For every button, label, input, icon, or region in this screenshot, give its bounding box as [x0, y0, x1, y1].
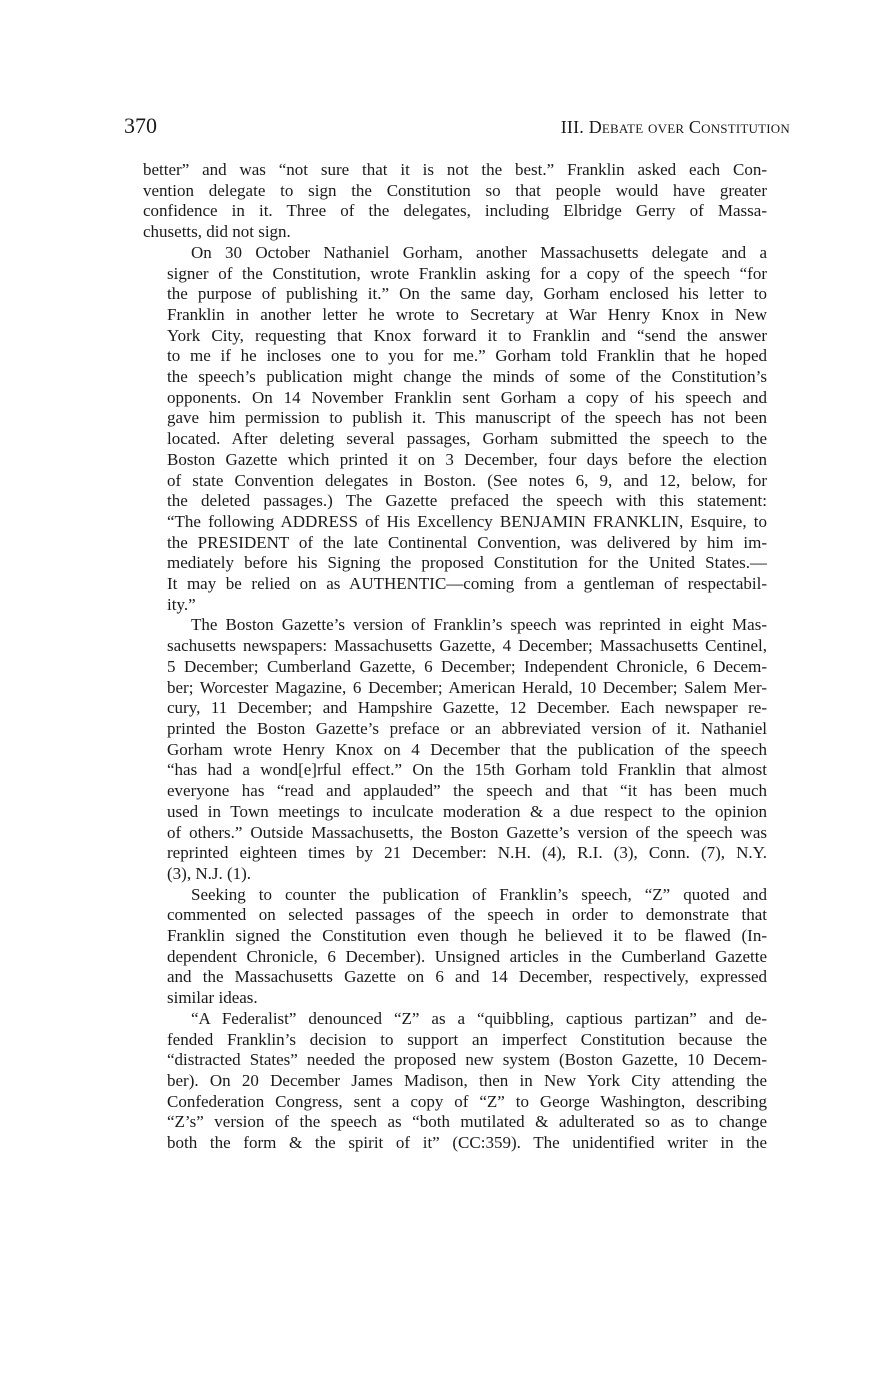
page-number: 370: [124, 113, 157, 138]
text-line: “A Federalist” denounced “Z” as a “quibbling, captious partizan” and de-: [191, 1008, 767, 1028]
text-line: ber). On 20 December James Madison, then in New York City attending the: [167, 1070, 767, 1090]
text-line: to me if he incloses one to you for me.” Gorham told Franklin that he hoped: [167, 346, 767, 366]
text-line: printed the Boston Gazette’s preface or an abbreviated version of it. Nathaniel: [167, 718, 767, 738]
text-line: Seeking to counter the publication of Franklin’s speech, “Z” quoted and: [191, 884, 767, 904]
text-line: The Boston Gazette’s version of Franklin’s speech was reprinted in eight Mas-: [191, 615, 767, 635]
paragraph-3: [143, 615, 767, 884]
text-line: Boston Gazette which printed it on 3 December, four days before the election: [167, 449, 767, 469]
text-line: confidence in it. Three of the delegates, including Elbridge Gerry of Massa-: [143, 201, 767, 221]
text-line: It may be relied on as AUTHENTIC—coming from a gentleman of respectabil-: [167, 574, 767, 594]
text-line: the speech’s publication might change the minds of some of the Constitution’s: [167, 367, 767, 387]
paragraph-4: [143, 885, 767, 1009]
text-line: ity.”: [167, 594, 196, 614]
text-line: the PRESIDENT of the late Continental Convention, was delivered by him im-: [167, 532, 767, 552]
text-line: reprinted eighteen times by 21 December: N.H. (4), R.I. (3), Conn. (7), N.Y.: [167, 843, 767, 863]
text-line: mediately before his Signing the proposed Constitution for the United States.—: [167, 553, 767, 573]
text-line: of others.” Outside Massachusetts, the Boston Gazette’s version of the speech was: [167, 822, 767, 842]
text-line: chusetts, did not sign.: [143, 222, 291, 242]
text-line: Franklin in another letter he wrote to Secretary at War Henry Knox in New: [167, 304, 767, 324]
paragraph-5: [143, 1009, 767, 1154]
text-line: used in Town meetings to inculcate moderation & a due respect to the opinion: [167, 801, 767, 821]
text-line: better” and was “not sure that it is not the best.” Franklin asked each Con-: [143, 160, 767, 179]
text-line: and the Massachusetts Gazette on 6 and 14 December, respectively, expressed: [167, 967, 767, 987]
body-text: [143, 160, 767, 1154]
text-line: York City, requesting that Knox forward it to Franklin and “send the answer: [167, 325, 767, 345]
text-line: both the form & the spirit of it” (CC:359). The unidentified writer in the: [167, 1133, 767, 1153]
text-line: the purpose of publishing it.” On the same day, Gorham enclosed his letter to: [167, 284, 767, 304]
text-line: Gorham wrote Henry Knox on 4 December that the publication of the speech: [167, 739, 767, 759]
text-line: vention delegate to sign the Constitution so that people would have greater: [143, 180, 767, 200]
text-line: sachusetts newspapers: Massachusetts Gazette, 4 December; Massachusetts Centinel,: [167, 636, 767, 656]
text-line: “The following ADDRESS of His Excellency BENJAMIN FRANKLIN, Esquire, to: [167, 511, 767, 531]
text-line: everyone has “read and applauded” the speech and that “it has been much: [167, 781, 767, 801]
text-line: gave him permission to publish it. This manuscript of the speech has not been: [167, 408, 767, 428]
text-line: Confederation Congress, sent a copy of “Z” to George Washington, describing: [167, 1091, 767, 1111]
text-line: cury, 11 December; and Hampshire Gazette, 12 December. Each newspaper re-: [167, 698, 767, 718]
text-line: “distracted States” needed the proposed new system (Boston Gazette, 10 Decem-: [167, 1050, 767, 1070]
paragraph-1: [143, 160, 767, 243]
running-head: [124, 113, 790, 143]
text-line: fended Franklin’s decision to support an imperfect Constitution because the: [167, 1029, 767, 1049]
text-line: ber; Worcester Magazine, 6 December; American Herald, 10 December; Salem Mer-: [167, 677, 767, 697]
text-line: On 30 October Nathaniel Gorham, another Massachusetts delegate and a: [191, 242, 767, 262]
text-line: commented on selected passages of the speech in order to demonstrate that: [167, 905, 767, 925]
text-line: (3), N.J. (1).: [167, 863, 252, 883]
text-line: dependent Chronicle, 6 December). Unsigned articles in the Cumberland Gazette: [167, 946, 767, 966]
text-line: located. After deleting several passages, Gorham submitted the speech to the: [167, 429, 767, 449]
section-title: III. Debate over Constitution: [560, 117, 790, 137]
text-line: 5 December; Cumberland Gazette, 6 December; Independent Chronicle, 6 Decem-: [167, 656, 767, 676]
text-line: Franklin signed the Constitution even though he believed it to be flawed (In-: [167, 926, 767, 946]
text-line: the deleted passages.) The Gazette prefaced the speech with this statement:: [167, 491, 767, 511]
paragraph-2: [143, 243, 767, 616]
text-line: “Z’s” version of the speech as “both mutilated & adulterated so as to change: [167, 1112, 767, 1132]
text-line: signer of the Constitution, wrote Franklin asking for a copy of the speech “for: [167, 263, 767, 283]
text-line: opponents. On 14 November Franklin sent Gorham a copy of his speech and: [167, 387, 767, 407]
text-line: similar ideas.: [167, 988, 258, 1008]
text-line: of state Convention delegates in Boston. (See notes 6, 9, and 12, below, for: [167, 470, 767, 490]
text-line: “has had a wond[e]rful effect.” On the 15th Gorham told Franklin that almost: [167, 760, 767, 780]
